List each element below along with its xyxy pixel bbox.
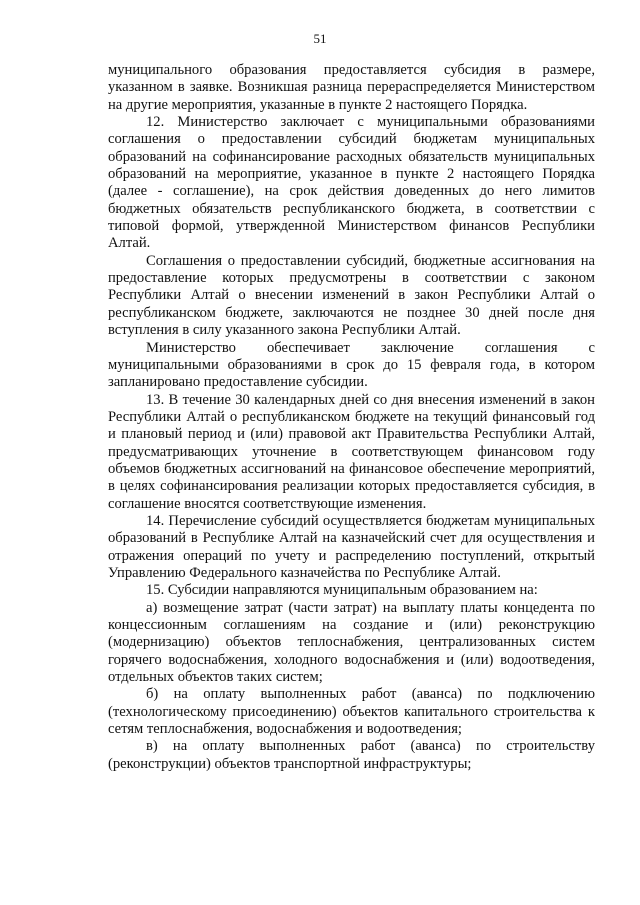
paragraph-item-14: 14. Перечисление субсидий осуществляется бюджетам муниципальных образований в Республике Алтай на казначейский счет для осуществления и отражения операций по учету и распределению поступлений, открытый Управлению Федерального казначейства по Республике Алтай.: [108, 512, 595, 581]
paragraph-item-15: 15. Субсидии направляются муниципальным образованием на:: [146, 582, 538, 599]
paragraph-agreements: Соглашения о предоставлении субсидий, бюджетные ассигнования на предоставление которых предусмотрены в соответствии с законом Республики Алтай о внесении изменений в закон Республики Алтай о республиканском бюджете, заключаются не позднее 30 дней после дня вступления в силу указанного закона Республики Алтай.: [108, 252, 595, 339]
paragraph-subitem-b: б) на оплату выполненных работ (аванса) по подключению (технологическому присоединению) объектов капитального строительства к сетям теплоснабжения, водоснабжения и водоотведения;: [108, 686, 595, 738]
paragraph-subitem-a: а) возмещение затрат (части затрат) на выплату платы концедента по концессионным соглашениям на создание и (или) реконструкцию (модернизацию) объектов теплоснабжения, централизованных систем горячего водоснабжения, холодного водоснабжения и (или) водоотведения, отдельных объектов таких систем;: [108, 599, 595, 686]
paragraph-ministry-deadline: Министерство обеспечивает заключение соглашения с муниципальными образованиями в срок до 15 февраля года, в котором запланировано предоставление субсидии.: [108, 339, 595, 391]
paragraph-item-13: 13. В течение 30 календарных дней со дня внесения изменений в закон Республики Алтай о республиканском бюджете на текущий финансовый год и плановый период и (или) правовой акт Правительства Республики Алтай, предусматривающих уточнение в соответствующем финансовом году объемов бюджетных ассигнований на финансовое обеспечение мероприятий, в целях софинансирования реализации которых предоставляется субсидия, в соглашение вносятся соответствующие изменения.: [108, 391, 595, 512]
document-body: [108, 62, 595, 773]
paragraph-continuation: муниципального образования предоставляется субсидия в размере, указанном в заявке. Возникшая разница перераспределяется Министерством на другие мероприятия, указанные в пункте 2 настоящего Порядка.: [108, 62, 595, 113]
paragraph-item-12: 12. Министерство заключает с муниципальными образованиями соглашения о предоставлении субсидий бюджетам муниципальных образований на софинансирование расходных обязательств муниципальных образований на мероприятие, указанное в пункте 2 настоящего Порядка (далее - соглашение), на срок действия доведенных до него лимитов бюджетных обязательств республиканского бюджета, в соответствии с типовой формой, утвержденной Министерством финансов Республики Алтай.: [108, 114, 595, 252]
paragraph-subitem-v: в) на оплату выполненных работ (аванса) по строительству (реконструкции) объектов транспортной инфраструктуры;: [108, 738, 595, 772]
page-number: 51: [313, 31, 327, 46]
